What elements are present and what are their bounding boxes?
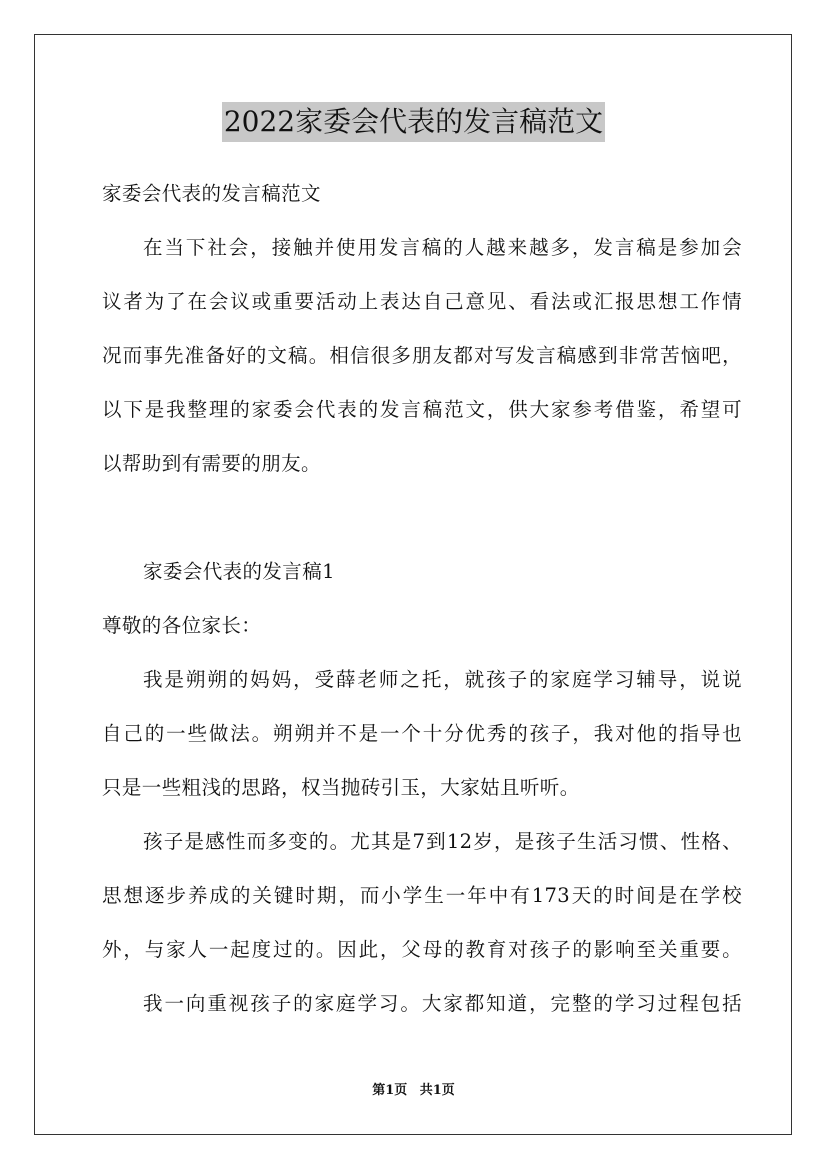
paragraph-line: 以下是我整理的家委会代表的发言稿范文，供大家参考借鉴，希望可 [102,398,742,421]
section-heading: 家委会代表的发言稿1 [143,560,335,583]
page-number: 第1页 [372,1083,408,1098]
paragraph-line: 我是朔朔的妈妈，受薛老师之托，就孩子的家庭学习辅导，说说 [143,668,742,691]
page-total: 共1页 [419,1083,455,1098]
paragraph-line: 思想逐步养成的关键时期，而小学生一年中有173天的时间是在学校 [102,884,742,907]
paragraph-line: 只是一些粗浅的思路，权当抛砖引玉，大家姑且听听。 [102,776,580,799]
subtitle-line: 家委会代表的发言稿范文 [102,182,321,205]
paragraph-line: 议者为了在会议或重要活动上表达自己意见、看法或汇报思想工作情 [102,290,742,313]
page-footer [0,1082,827,1100]
paragraph-line: 自己的一些做法。朔朔并不是一个十分优秀的孩子，我对他的指导也 [102,722,742,745]
paragraph-line: 以帮助到有需要的朋友。 [102,452,321,475]
paragraph-line: 孩子是感性而多变的。尤其是7到12岁，是孩子生活习惯、性格、 [143,830,742,853]
title-container [0,102,827,142]
salutation-line: 尊敬的各位家长： [102,614,262,637]
paragraph-line: 外，与家人一起度过的。因此，父母的教育对孩子的影响至关重要。 [102,938,742,961]
paragraph-line: 我一向重视孩子的家庭学习。大家都知道，完整的学习过程包括 [143,992,742,1015]
paragraph-line: 况而事先准备好的文稿。相信很多朋友都对写发言稿感到非常苦恼吧， [102,344,742,367]
paragraph-line: 在当下社会，接触并使用发言稿的人越来越多，发言稿是参加会 [143,236,742,259]
document-title: 2022家委会代表的发言稿范文 [222,102,605,142]
